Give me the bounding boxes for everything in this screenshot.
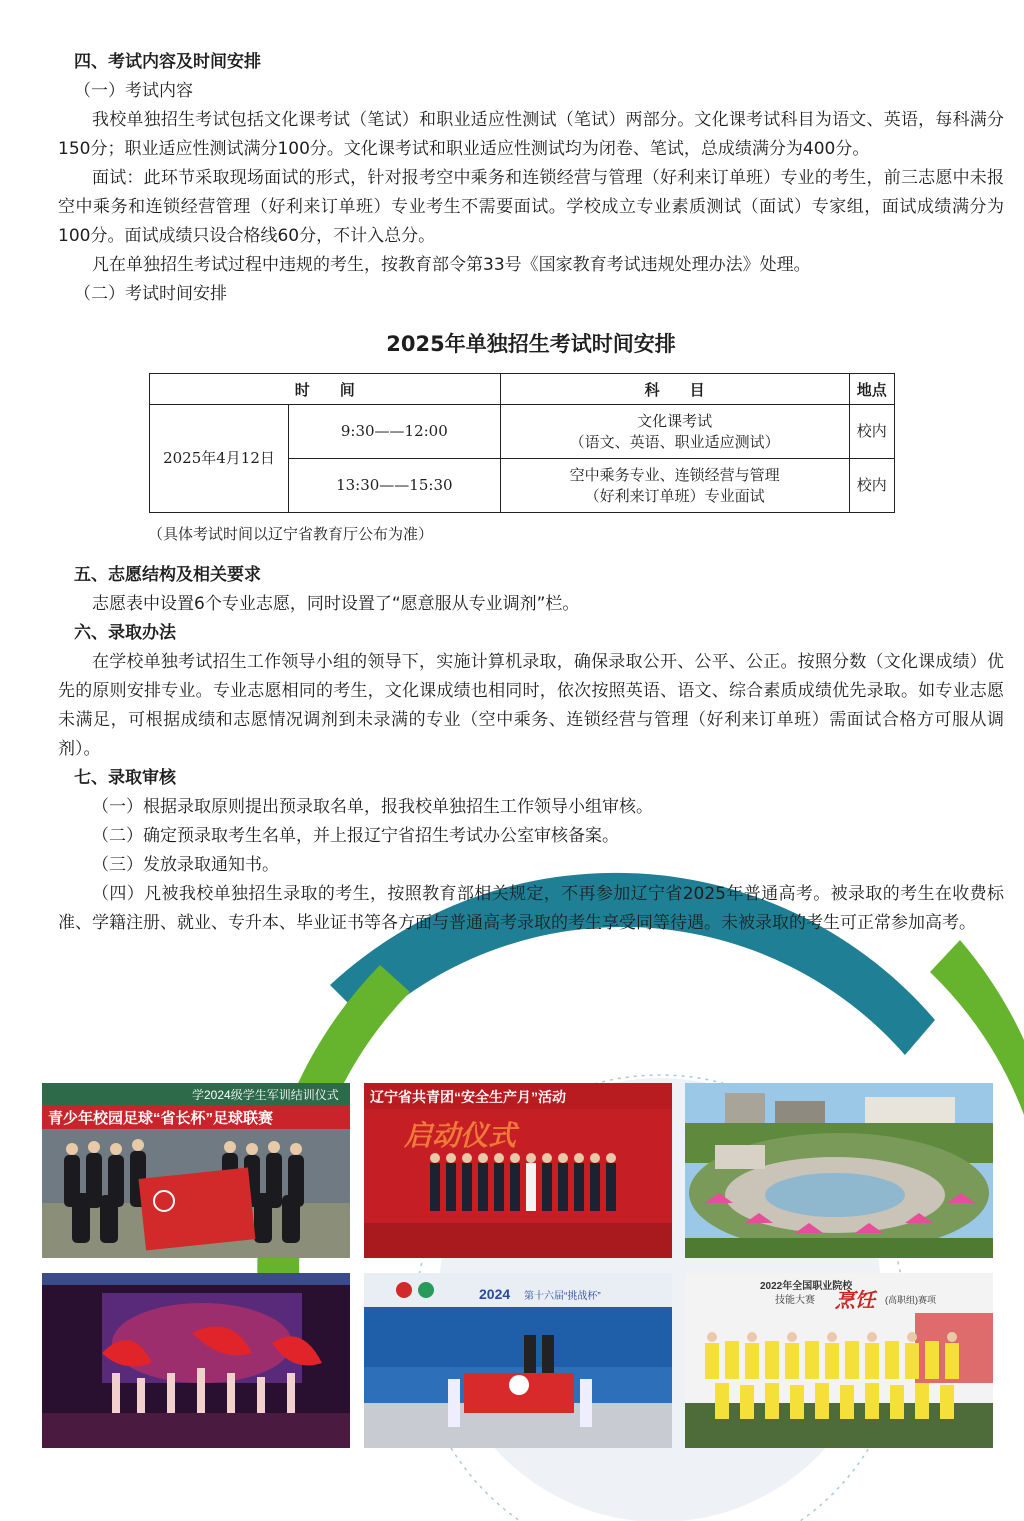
row2-time: 13:30——15:30 <box>289 459 501 513</box>
section4-heading: 四、考试内容及时间安排 <box>74 52 261 72</box>
section4-paragraph2: 面试：此环节采取现场面试的形式，针对报考空中乘务和连锁经营与管理（好利来订单班）专业的考生，前三志愿中未报空中乘务和连锁经营管理（好利来订单班）专业考生不需要面试。学校成立专业素质测试（面试）专家组，面试成绩满分为100分。面试成绩只设合格线60分，不计入总分。 <box>58 168 1004 246</box>
section7-heading: 七、录取审核 <box>74 768 176 788</box>
exam-date: 2025年4月12日 <box>150 405 289 513</box>
row1-subject-line2: （语文、英语、职业适应测试） <box>569 432 780 451</box>
section4-paragraph1: 我校单独招生考试包括文化课考试（笔试）和职业适应性测试（笔试）两部分。文化课考试科目为语文、英语，每科满分150分；职业适应性测试满分100分。文化课考试和职业适应性测试均为闭卷、笔试，总成绩满分为400分。 <box>58 110 1004 159</box>
photo1-top-text: 学2024级学生军训结训仪式 <box>192 1088 339 1102</box>
photo-campus-plaza <box>685 1083 993 1258</box>
photo-skills-competition <box>685 1273 993 1448</box>
table-row <box>150 405 895 459</box>
photo1-banner-text: 青少年校园足球“省长杯”足球联赛 <box>48 1110 274 1127</box>
row1-subject <box>500 405 849 459</box>
row1-time: 9:30——12:00 <box>289 405 501 459</box>
photo6-sub-text: 技能大赛 <box>775 1295 815 1306</box>
photo5-year-text: 2024 <box>479 1286 511 1302</box>
section7-item2: （二）确定预录取考生名单，并上报辽宁省招生考试办公室审核备案。 <box>92 826 619 846</box>
row2-subject <box>500 459 849 513</box>
photo-challenge-cup <box>364 1273 672 1448</box>
schedule-header-row <box>150 374 895 405</box>
header-place: 地点 <box>849 374 894 405</box>
section7-item1: （一）根据录取原则提出预录取名单，报我校单独招生工作领导小组审核。 <box>92 797 653 817</box>
section4-sub1: （一）考试内容 <box>74 81 193 101</box>
row1-subject-line1: 文化课考试 <box>637 411 713 430</box>
photo-safety-month-event <box>364 1083 672 1258</box>
section7-item4: （四）凡被我校单独招生录取的考生，按照教育部相关规定，不再参加辽宁省2025年普通高考。被录取的考生在收费标准、学籍注册、就业、专升本、毕业证书等各方面与普通高考录取的考生享受同等待遇。未被录取的考生可正常参加高考。 <box>58 884 1004 933</box>
section6-heading: 六、录取办法 <box>74 623 176 643</box>
photo6-tag-text: (高职组)赛项 <box>885 1295 936 1305</box>
schedule-note: （具体考试时间以辽宁省教育厅公布为准） <box>148 525 434 543</box>
photo5-sub-text: 第十六届“挑战杯” <box>524 1291 601 1302</box>
row2-subject-line1: 空中乘务专业、连锁经营与管理 <box>569 465 780 484</box>
section5-heading: 五、志愿结构及相关要求 <box>74 565 261 585</box>
section4-sub2: （二）考试时间安排 <box>74 284 227 304</box>
row1-place: 校内 <box>849 405 894 459</box>
photo-dance-performance <box>42 1273 350 1448</box>
photo-gallery <box>42 1083 999 1449</box>
photo2-banner-text: 辽宁省共青团“安全生产月”活动 <box>370 1089 566 1105</box>
section4-paragraph3: 凡在单独招生考试过程中违规的考生，按教育部令第33号《国家教育考试违规处理办法》处理。 <box>92 255 811 275</box>
row2-subject-line2: （好利来订单班）专业面试 <box>584 486 765 505</box>
schedule-title: 2025年单独招生考试时间安排 <box>386 332 676 356</box>
photo6-title-text: 2022年全国职业院校 <box>760 1281 853 1292</box>
photo-football-team <box>42 1083 350 1258</box>
row2-place: 校内 <box>849 459 894 513</box>
section5-paragraph: 志愿表中设置6个专业志愿，同时设置了“愿意服从专业调剂”栏。 <box>92 594 580 614</box>
header-time: 时 间 <box>150 374 501 405</box>
photo2-sign-text: 启动仪式 <box>404 1120 517 1151</box>
document-body <box>58 48 1004 938</box>
schedule-table <box>149 373 895 513</box>
photo6-big-text: 烹饪 <box>835 1290 875 1312</box>
header-subject: 科 目 <box>500 374 849 405</box>
section6-paragraph: 在学校单独考试招生工作领导小组的领导下，实施计算机录取，确保录取公开、公平、公正。按照分数（文化课成绩）优先的原则安排专业。专业志愿相同的考生，文化课成绩也相同时，依次按照英语、语文、综合素质成绩优先录取。如专业志愿未满足，可根据成绩和志愿情况调剂到未录满的专业（空中乘务、连锁经营与管理（好利来订单班）需面试合格方可服从调剂）。 <box>58 652 1004 759</box>
section7-item3: （三）发放录取通知书。 <box>92 855 279 875</box>
